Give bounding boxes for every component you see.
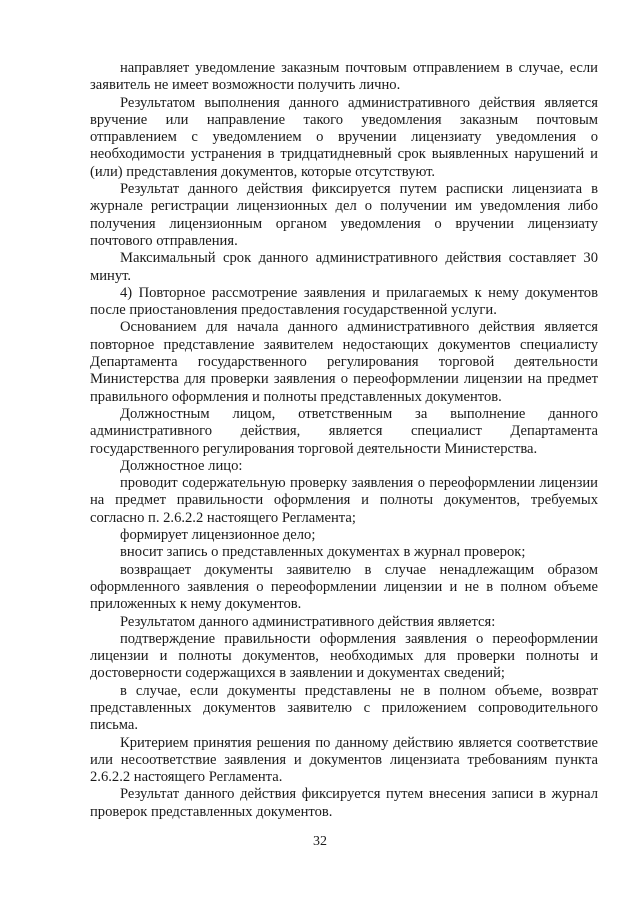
paragraph-15: в случае, если документы представлены не в полном объеме, возврат представленных документов заявителю с приложением сопроводительного письма. xyxy=(90,682,598,734)
paragraph-14: подтверждение правильности оформления заявления о переоформлении лицензии и полноты документов, необходимых для проверки полноты и достоверности содержащихся в заявлении и документах сведений; xyxy=(90,630,598,682)
paragraph-2: Результатом выполнения данного административного действия является вручение или направление такого уведомления заказным почтовым отправлением с уведомлением о вручении лицензиату уведомления о необходимости устранения в тридцатидневный срок выявленных нарушений и (или) представления документов, которые отсутствуют. xyxy=(90,94,598,180)
paragraph-7: Должностным лицом, ответственным за выполнение данного административного действия, является специалист Департамента государственного регулирования торговой деятельности Министерства. xyxy=(90,405,598,457)
paragraph-8: Должностное лицо: xyxy=(120,457,243,474)
paragraph-4: Максимальный срок данного административного действия составляет 30 минут. xyxy=(90,250,598,284)
paragraph-10: формирует лицензионное дело; xyxy=(120,527,316,544)
page-number: 32 xyxy=(313,834,327,849)
paragraph-3: Результат данного действия фиксируется путем расписки лицензиата в журнале регистрации лицензионных дел о получении им уведомления либо получения лицензионным органом уведомления о вручении лицензиату почтового отправления. xyxy=(90,181,598,249)
paragraph-1: направляет уведомление заказным почтовым отправлением в случае, если заявитель не имеет возможности получить лично. xyxy=(90,60,598,94)
paragraph-9: проводит содержательную проверку заявления о переоформлении лицензии на предмет правильности оформления и полноты документов, требуемых согласно п. 2.6.2.2 настоящего Регламента; xyxy=(90,475,598,526)
paragraph-17: Результат данного действия фиксируется путем внесения записи в журнал проверок представленных документов. xyxy=(90,786,598,820)
document-body xyxy=(90,60,598,821)
paragraph-6: Основанием для начала данного административного действия является повторное представление заявителем недостающих документов специалисту Департамента государственного регулирования торговой деятельности Министерства для проверки заявления о переоформлении лицензии на предмет правильного оформления и полноты представленных документов. xyxy=(90,319,598,405)
paragraph-12: возвращает документы заявителю в случае ненадлежащим образом оформленного заявления о переоформлении лицензии и не в полном объеме приложенных к нему документов. xyxy=(90,561,598,613)
paragraph-16: Критерием принятия решения по данному действию является соответствие или несоответствие заявления и документов лицензиата требованиям пункта 2.6.2.2 настоящего Регламента. xyxy=(90,734,598,786)
paragraph-11: вносит запись о представленных документах в журнал проверок; xyxy=(120,544,526,561)
paragraph-13: Результатом данного административного действия является: xyxy=(120,613,496,630)
paragraph-5: 4) Повторное рассмотрение заявления и прилагаемых к нему документов после приостановления предоставления государственной услуги. xyxy=(90,284,598,319)
